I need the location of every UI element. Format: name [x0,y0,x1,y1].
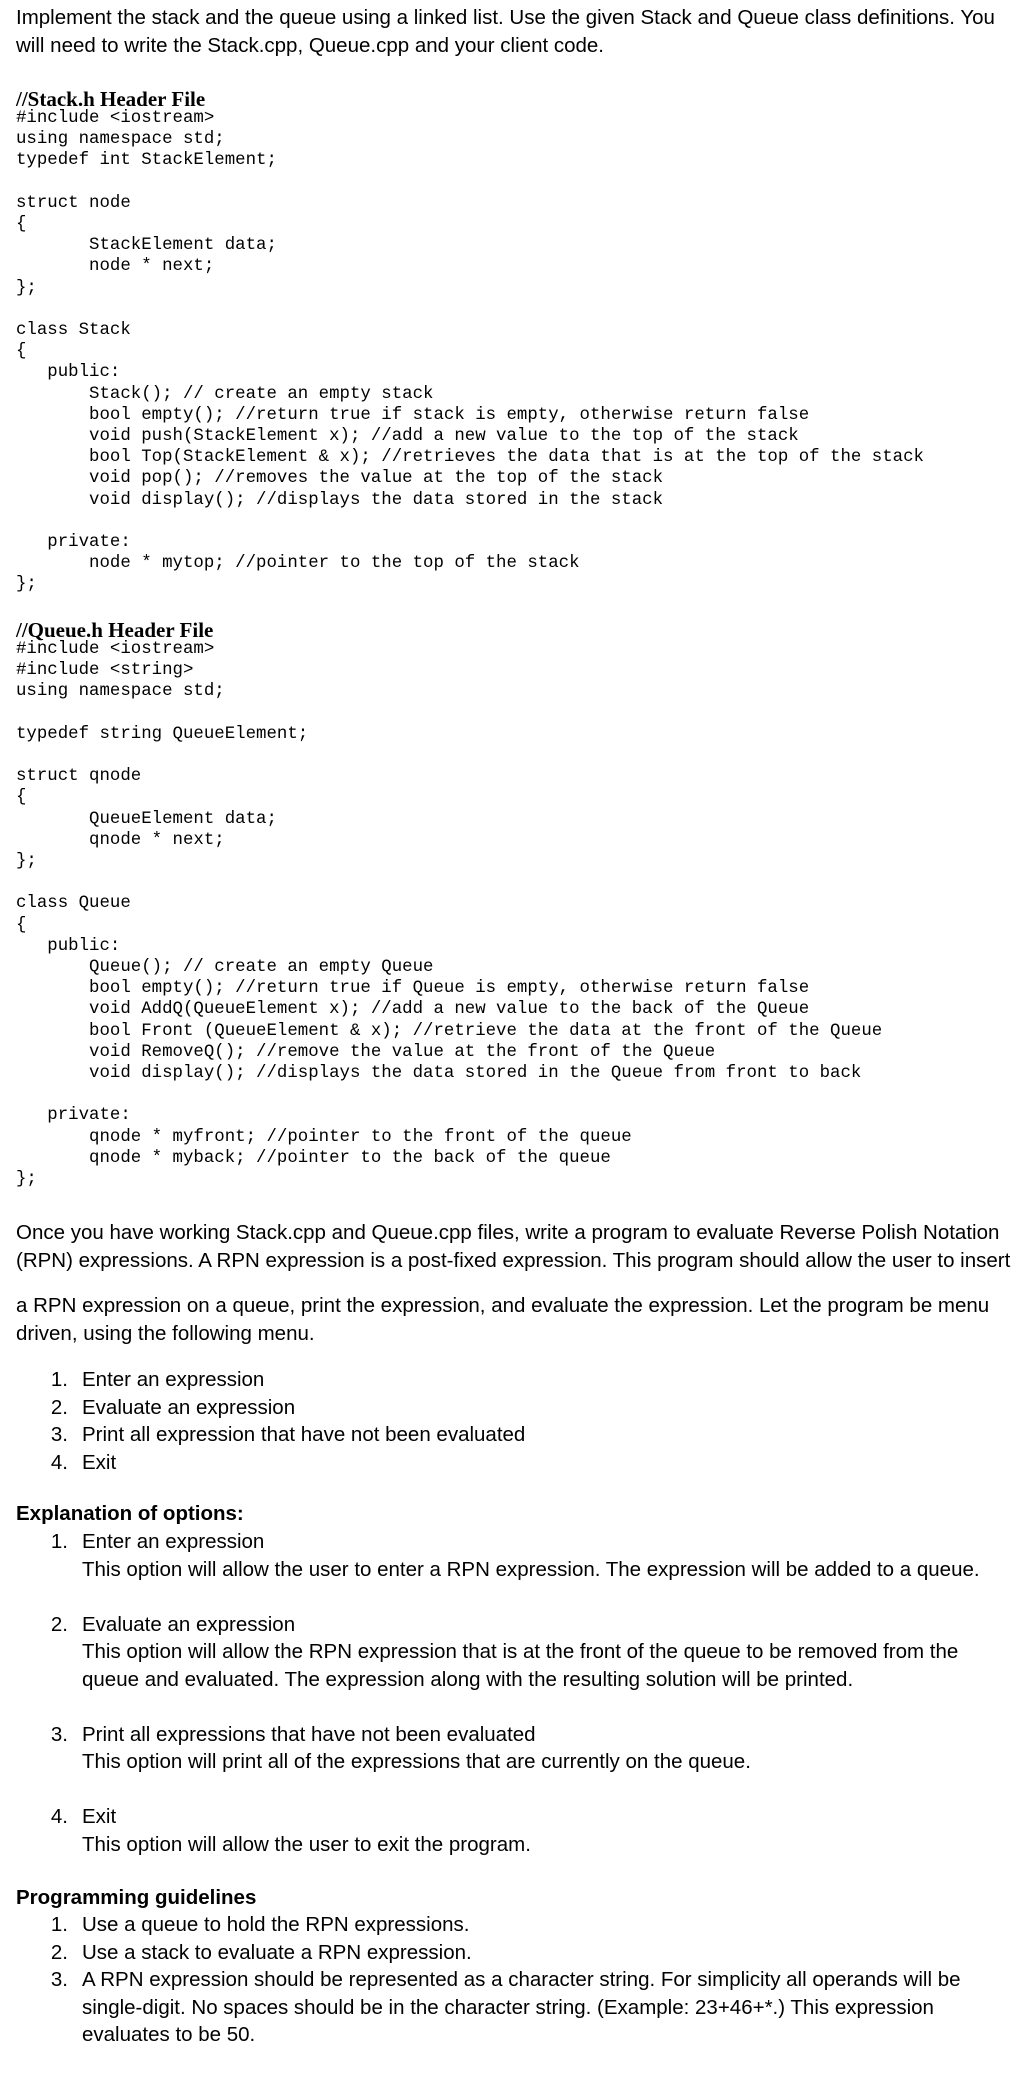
queue-header-title: //Queue.h Header File [16,618,214,642]
explanation-item: 1. Enter an expression This option will allow the user to enter a RPN expression. The expression will be added to a queue. [16,1528,1022,1583]
explanation-item: 4. Exit This option will allow the user to exit the program. [16,1803,1022,1858]
option-description: This option will allow the user to exit the program. [82,1832,531,1856]
option-description: This option will print all of the expressions that are currently on the queue. [82,1750,751,1773]
guideline-item: 3. A RPN expression should be represented as a character string. For simplicity all operands will be single-digit. No spaces should be in the character string. (Example: 23+46+*.) This expression evaluates to be 50. [50,1968,961,2046]
menu-list [16,1366,529,1476]
stack-header-title: //Stack.h Header File [16,87,206,111]
option-title: Enter an expression [82,1530,265,1553]
explanation-item: 2. Evaluate an expression This option will allow the RPN expression that is at the front of the queue to be removed from the queue and evaluated. The expression along with the resulting solution will be printed. [16,1611,1022,1694]
guidelines-list [16,1911,1022,2049]
explanation-title: Explanation of options: [16,1502,244,1525]
intro-paragraph: Implement the stack and the queue using a linked list. Use the given Stack and Queue class definitions. You will need to write the Stack.cpp, Queue.cpp and your client code. [16,6,995,57]
option-title: Print all expressions that have not been evaluated [82,1722,536,1746]
option-description: This option will allow the user to enter a RPN expression. The expression will be added to a queue. [82,1557,980,1581]
rpn-paragraph-2: a RPN expression on a queue, print the expression, and evaluate the expression. Let the program be menu driven, using the following menu. [16,1294,990,1345]
option-description: This option will allow the RPN expression that is at the front of the queue to be removed from the queue and evaluated. The expression along with the resulting solution will be printed. [82,1640,959,1691]
guidelines-title: Programming guidelines [16,1886,257,1909]
option-title: Evaluate an expression [82,1612,296,1636]
guideline-item: 1. Use a queue to hold the RPN expressions. [50,1913,470,1936]
guideline-item: 2. Use a stack to evaluate a RPN expression. [50,1940,472,1964]
menu-item: 3. Print all expression that have not been evaluated [50,1423,526,1446]
menu-item: 1. Enter an expression [50,1368,265,1391]
menu-item: 4. Exit [50,1450,117,1474]
explanation-list [16,1528,1022,1886]
queue-header-code: #include <iostream> #include <string> using namespace std; typedef string QueueElement; struct qnode { QueueElement data; qnode * next; }; class Queue { public: Queue(); // create an empty Queue bool empty(); //return true if Queue is empty, otherwise return false void AddQ(QueueElement x); //add a new value to the back of the Queue bool Front (QueueElement & x); //retrieve the data at the front of the Queue void RemoveQ(); //remove the value at the front of the Queue void display(); //displays the data stored in the Queue from front to back private: qnode * myfront; //pointer to the front of the queue qnode * myback; //pointer to the back of the queue }; [16,640,883,1190]
menu-item: 2. Evaluate an expression [50,1395,296,1419]
stack-header-code: #include <iostream> using namespace std; typedef int StackElement; struct node { StackElement data; node * next; }; class Stack { public: Stack(); // create an empty stack bool empty(); //return true if stack is empty, otherwise return false void push(StackElement x); //add a new value to the top of the stack bool Top(StackElement & x); //retrieves the data that is at the top of the stack void pop(); //removes the value at the top of the stack void display(); //displays the data stored in the stack private: node * mytop; //pointer to the top of the stack }; [16,109,924,595]
rpn-paragraph-1: Once you have working Stack.cpp and Queue.cpp files, write a program to evaluate Reverse Polish Notation (RPN) expressions. A RPN expression is a post-fixed expression. This program should allow the user to insert [16,1221,1011,1272]
option-title: Exit [82,1805,117,1828]
explanation-item: 3. Print all expressions that have not been evaluated This option will print all of the expressions that are currently on the queue. [16,1721,1022,1776]
